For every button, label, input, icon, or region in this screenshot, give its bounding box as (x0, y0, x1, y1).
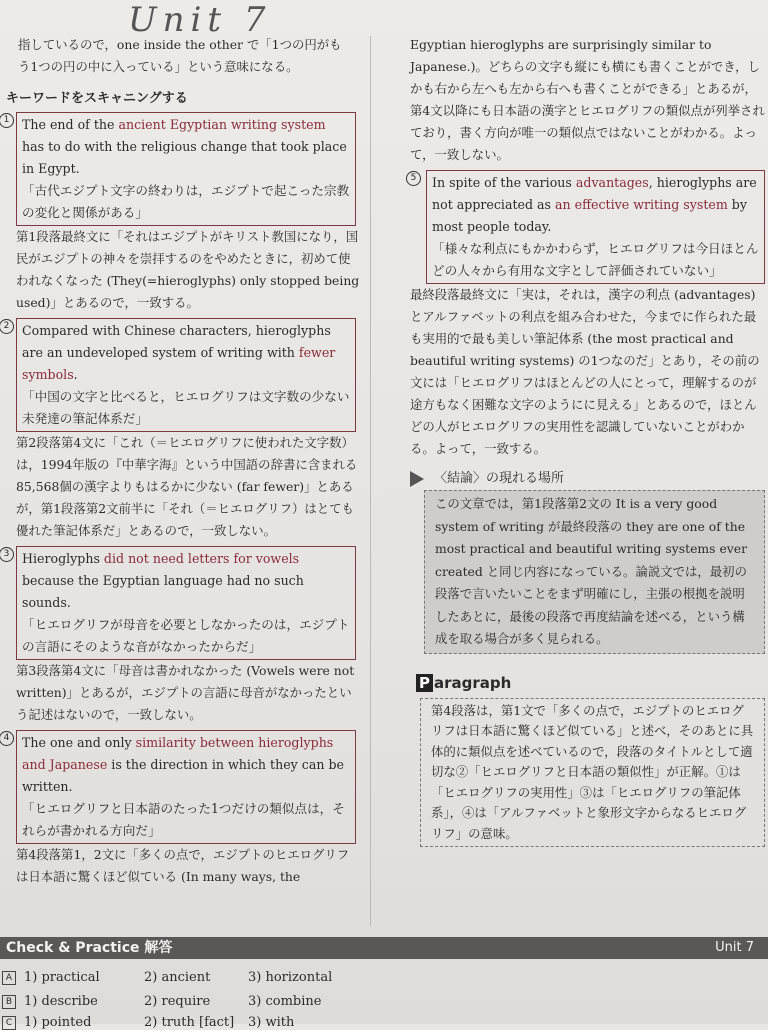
footer-unit-label: Unit 7 (715, 940, 754, 955)
item-2-english (22, 320, 350, 386)
conclusion-title (410, 468, 765, 490)
text: . (73, 367, 78, 382)
arrow-right-icon (410, 471, 424, 487)
conclusion-title-text: 〈結論〉の現れる場所 (434, 471, 565, 486)
keyword: fewer symbols (22, 345, 336, 382)
item-3-box (16, 546, 356, 660)
answer: 3) combine (248, 994, 322, 1009)
check-practice-title: Check & Practice 解答 (6, 940, 173, 956)
answer: 2) ancient (144, 970, 211, 985)
right-column (410, 34, 765, 847)
item-5-japanese: 「様々な利点にもかかわらず，ヒエログリフは今日ほとんどの人々から有用な文字として評価されていない」 (432, 241, 759, 278)
column-divider (370, 36, 371, 926)
keyword: similarity between hieroglyphs and Japanese (22, 735, 334, 772)
intro-line-2: う1つの円の中に入っている」という意味になる。 (18, 59, 299, 74)
item-1-box (16, 112, 356, 226)
answer: 2) truth [fact] (144, 1015, 235, 1030)
item-5 (410, 170, 765, 284)
text: In spite of the various (432, 175, 576, 190)
item-4-explanation: 第4段落第1，2文に「多くの点で，エジプトのヒエログリフは日本語に驚くほど似ている (In many ways, the (16, 847, 350, 884)
answer: 2) require (144, 994, 211, 1009)
answer-row-label (2, 1015, 24, 1030)
text: by most people today. (432, 197, 747, 234)
item-3-japanese: 「ヒエログリフが母音を必要としなかったのは，エジプトの言語にそのような音がなかったからだ」 (22, 617, 350, 654)
answer: 1) practical (24, 970, 100, 985)
item-4-japanese: 「ヒエログリフと日本語のたった1つだけの類似点は，それらが書かれる方向だ」 (22, 801, 345, 838)
item-3-explanation: 第3段落第4文に「母音は書かれなかった (Vowels were not written)」とあるが，エジプトの言語に母音がなかったという記述はないので，一致しない。 (16, 663, 355, 722)
keyword: did not need letters for vowels (103, 551, 300, 566)
check-practice-bar (0, 937, 768, 959)
paragraph-box (420, 698, 765, 848)
section-title: キーワードをスキャニングする (6, 91, 188, 106)
row-label-box: A (2, 971, 16, 985)
item-1-japanese: 「古代エジプト文字の終わりは，エジプトで起こった宗教の変化と関係がある」 (22, 183, 350, 220)
keyword: advantages (575, 175, 649, 190)
intro-line-1: 指しているので，one inside the other で「1つの円がも (18, 37, 342, 52)
item-4-english (22, 732, 350, 798)
item-3 (0, 546, 360, 726)
paragraph-text: 第4段落は，第1文で「多くの点で，エジプトのヒエログリフは日本語に驚くほど似ている」と述べ，そのあとに具体的に類似点を述べているので，段落のタイトルとして適切な②「ヒエログリフと日本語の類似性」が正解。①は「ヒエログリフの実用性」③は「ヒエログリフの筆記体系」，④は「アルファベットと象形文字からなるヒエログリフ」の意味。 (431, 702, 754, 841)
text: Hieroglyphs (22, 551, 104, 566)
item-1-explanation: 第1段落最終文に「それはエジプトがキリスト教国になり，国民がエジプトの神々を崇拝するのをやめたときに，初めて使われなくなった (They(=hieroglyphs) only stopped being used)」とあるので，一致する。 (16, 229, 360, 310)
left-column (0, 34, 360, 888)
answer: 3) with (248, 1015, 295, 1030)
item-4-box (16, 730, 356, 844)
text: The end of the (22, 117, 119, 132)
item-number: 1 (0, 113, 14, 128)
item-1-english (22, 114, 350, 180)
item-number: 4 (0, 731, 14, 746)
text: because the Egyptian language had no such sounds. (22, 573, 304, 610)
item-number: 5 (406, 171, 421, 186)
item-2 (0, 318, 360, 542)
answer: 1) pointed (24, 1015, 92, 1030)
text: Compared with Chinese characters, hieroglyphs are an undeveloped system of writing with (22, 323, 331, 360)
text: , hieroglyphs are not appreciated as (432, 175, 757, 212)
item-5-explanation: 最終段落最終文に「実は，それは，漢字の利点 (advantages) とアルファベットの利点を組み合わせた，今までに作られた最も実用的で最も美しい筆記体系 (the most practical and beautiful writing systems) の1つなのだ」とあり，その前の文には「ヒエログリフはほとんどの人にとって，理解するのが途方もなく困難な文字のようにに見える」とあるので，ほとんどの人がヒエログリフの実用性を認識していないことがわかる。よって，一致する。 (410, 287, 760, 456)
item-5-box (426, 170, 765, 284)
item-4-continuation: Egyptian hieroglyphs are surprisingly similar to Japanese.)。どちらの文字も縦にも横にも書くことができ，しかも右から左へも左から右へも書くことができる」とあるが，第4文以降にも日本語の漢字とヒエログリフの類似点が列挙されており，書く方向が唯一の類似点ではないことがわかる。よって，一致しない。 (410, 37, 765, 162)
paragraph-heading (416, 672, 765, 694)
text: The one and only (22, 735, 136, 750)
item-3-english (22, 548, 350, 614)
item-5-english (432, 172, 759, 238)
item-number: 3 (0, 547, 14, 562)
text: is the direction in which they can be written. (22, 757, 344, 794)
paragraph-cap: P (416, 674, 433, 692)
item-4 (0, 730, 360, 888)
item-2-box (16, 318, 356, 432)
answer: 3) horizontal (248, 970, 333, 985)
item-number: 2 (0, 319, 14, 334)
answer-row-label (2, 970, 24, 985)
text: has to do with the religious change that took place in Egypt. (22, 139, 347, 176)
paragraph-rest: aragraph (434, 673, 512, 692)
item-1 (0, 112, 360, 314)
answer-row-label (2, 994, 24, 1009)
item-2-japanese: 「中国の文字と比べると，ヒエログリフは文字数の少ない未発達の筆記体系だ」 (22, 389, 350, 426)
answer: 1) describe (24, 994, 98, 1009)
item-2-explanation: 第2段落第4文に「これ（＝ヒエログリフに使われた文字数）は，1994年版の『中華字海』という中国語の辞書に含まれる85,568個の漢字よりもはるかに少ない (far fewer)」とあるが，第1段落第2文前半に「それ（＝ヒエログリフ）はとても優れた筆記体系だ」とあるので，一致しない。 (16, 435, 358, 538)
conclusion-box (424, 490, 765, 654)
keyword: ancient Egyptian writing system (118, 117, 326, 132)
row-label-box: B (2, 995, 16, 1009)
keyword: an effective writing system (555, 197, 728, 212)
handwritten-unit-note: Unit 7 (128, 0, 272, 40)
row-label-box: C (2, 1016, 16, 1030)
conclusion-text: この文章では，第1段落第2文の It is a very good system of writing が最終段落の they are one of the most practical and beautiful writing systems ever created と同じ内容になっている。論説文では，最初の段落で言いたいことをまず明確にし，主張の根拠を説明したあとに，最後の段落で再度結論を述べる，という構成を取る場合が多く見られる。 (435, 496, 748, 646)
